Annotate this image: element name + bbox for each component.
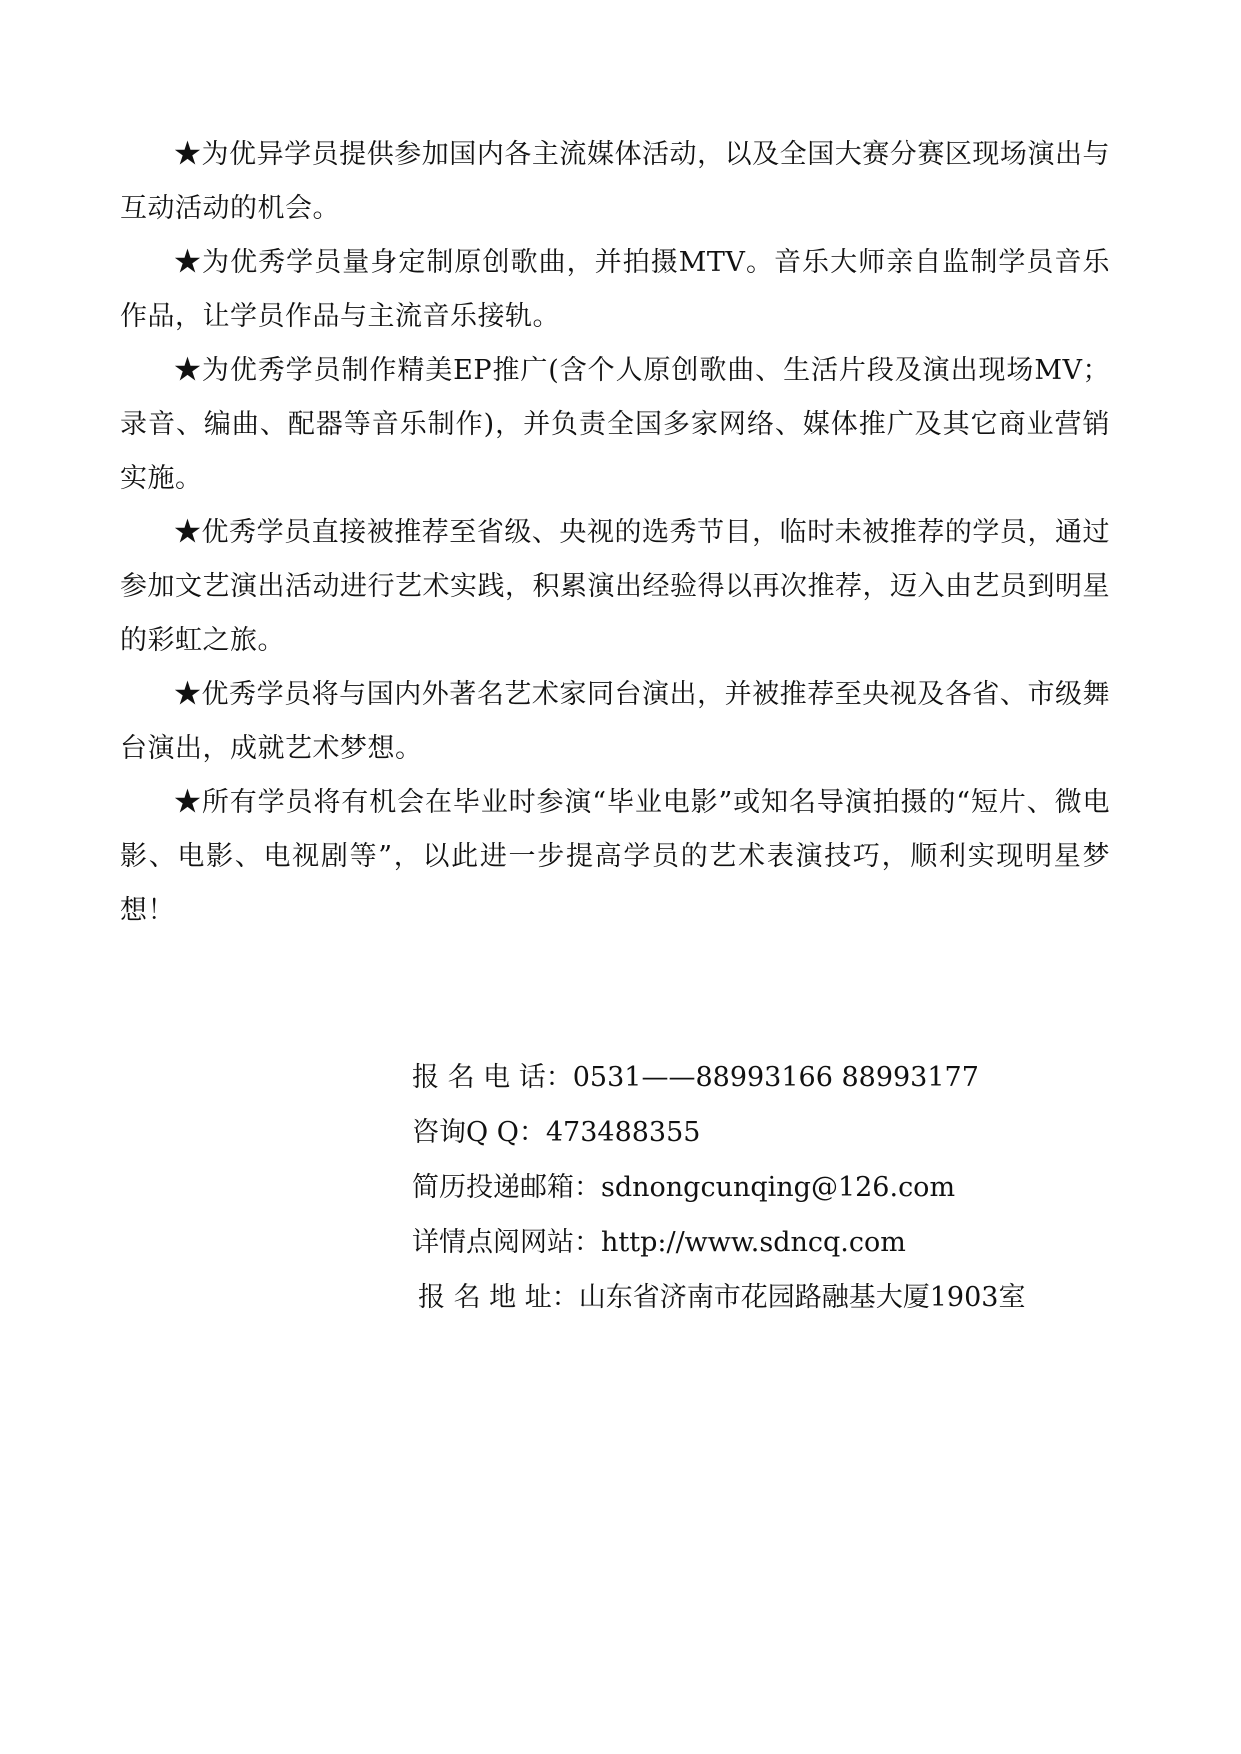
contact-phone: 报 名 电 话：0531——88993166 88993177 <box>412 1062 979 1093</box>
paragraph-talent-show: ★优秀学员直接被推荐至省级、央视的选秀节目，临时未被推荐的学员，通过参加文艺演出活动进行艺术实践，积累演出经验得以再次推荐，迈入由艺员到明星的彩虹之旅。 <box>120 517 1110 656</box>
paragraph-media-activities: ★为优异学员提供参加国内各主流媒体活动，以及全国大赛分赛区现场演出与互动活动的机会。 <box>120 139 1110 224</box>
paragraph-ep-promotion: ★为优秀学员制作精美EP推广(含个人原创歌曲、生活片段及演出现场MV；录音、编曲、配器等音乐制作)，并负责全国多家网络、媒体推广及其它商业营销实施。 <box>120 355 1110 494</box>
paragraph-graduation-film: ★所有学员将有机会在毕业时参演“毕业电影”或知名导演拍摄的“短片、微电影、电影、电视剧等”，以此进一步提高学员的艺术表演技巧，顺利实现明星梦想！ <box>120 787 1110 926</box>
contact-website: 详情点阅网站：http://www.sdncq.com <box>412 1227 906 1258</box>
contact-email: 简历投递邮箱：sdnongcunqing@126.com <box>412 1172 956 1203</box>
contact-qq: 咨询Q Q：473488355 <box>412 1117 701 1148</box>
contact-address: 报 名 地 址：山东省济南市花园路融基大厦1903室 <box>418 1282 1026 1313</box>
benefits-section <box>120 128 1110 938</box>
paragraph-original-songs: ★为优秀学员量身定制原创歌曲，并拍摄MTV。音乐大师亲自监制学员音乐作品，让学员作品与主流音乐接轨。 <box>120 247 1110 332</box>
paragraph-stage-performance: ★优秀学员将与国内外著名艺术家同台演出，并被推荐至央视及各省、市级舞台演出，成就艺术梦想。 <box>120 679 1110 764</box>
contact-section <box>412 1050 1192 1325</box>
